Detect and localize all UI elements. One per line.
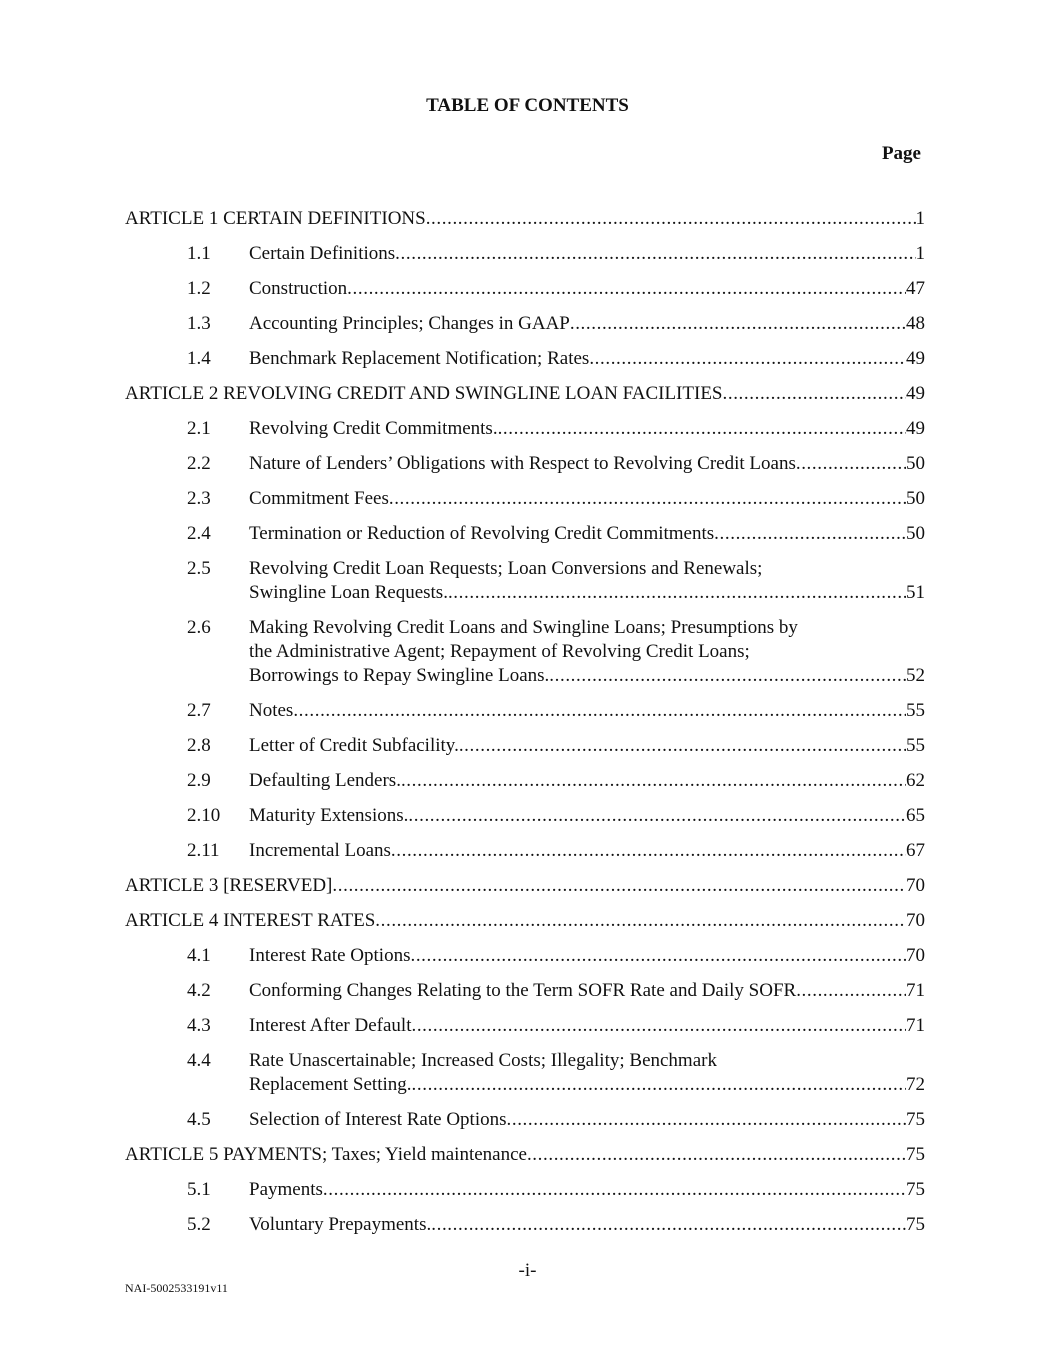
entry-title-row bbox=[249, 804, 925, 828]
page-number[interactable]: 71 bbox=[906, 980, 925, 1001]
entry-title-row bbox=[249, 312, 925, 336]
entry-body bbox=[249, 487, 925, 511]
entry-title-line: Swingline Loan Requests. bbox=[249, 582, 448, 603]
entry-title-row bbox=[249, 277, 925, 301]
entry-title-row bbox=[249, 452, 925, 476]
section-number: 4.3 bbox=[187, 1015, 211, 1036]
entry-title-row bbox=[249, 417, 925, 441]
entry-title-row bbox=[249, 1213, 925, 1237]
section-number: 4.4 bbox=[187, 1050, 211, 1071]
footer-page-number: -i- bbox=[518, 1260, 537, 1281]
toc-article-entry[interactable] bbox=[125, 908, 925, 933]
page-number[interactable]: 47 bbox=[906, 278, 925, 299]
section-number: 1.4 bbox=[187, 348, 211, 369]
toc-article-entry[interactable] bbox=[125, 206, 925, 231]
entry-title-row bbox=[249, 487, 925, 511]
entry-title-row bbox=[249, 1178, 925, 1202]
dot-leader bbox=[796, 979, 906, 1003]
entry-title-row bbox=[249, 769, 925, 793]
entry-title-row bbox=[249, 581, 925, 605]
section-number: 2.7 bbox=[187, 700, 211, 721]
dot-leader bbox=[332, 874, 906, 898]
entry-title-row bbox=[125, 1143, 925, 1167]
dot-leader bbox=[375, 909, 906, 933]
entry-body bbox=[249, 979, 925, 1003]
entry-title-row bbox=[249, 944, 925, 968]
section-number: 5.1 bbox=[187, 1179, 211, 1200]
entry-title-line: ARTICLE 2 REVOLVING CREDIT AND SWINGLINE LOAN FACILITIES bbox=[125, 383, 723, 404]
dot-leader bbox=[395, 242, 915, 266]
entry-title-line: ARTICLE 1 CERTAIN DEFINITIONS bbox=[125, 208, 426, 229]
page-number[interactable]: 75 bbox=[906, 1214, 925, 1235]
entry-title-line: Benchmark Replacement Notification; Rates bbox=[249, 348, 590, 369]
entry-title-line: Notes bbox=[249, 700, 294, 721]
entry-title-line: Accounting Principles; Changes in GAAP bbox=[249, 313, 570, 334]
entry-body bbox=[249, 312, 925, 336]
entry-body bbox=[249, 769, 925, 793]
page-number[interactable]: 50 bbox=[906, 453, 925, 474]
entry-title-line: Revolving Credit Commitments. bbox=[249, 418, 498, 439]
dot-leader bbox=[527, 1143, 906, 1167]
dot-leader bbox=[723, 382, 907, 406]
page-number[interactable]: 70 bbox=[906, 910, 925, 931]
dot-leader bbox=[293, 699, 906, 723]
dot-leader bbox=[426, 207, 916, 231]
entry-title-row bbox=[249, 1073, 925, 1097]
toc-section-entry[interactable] bbox=[125, 978, 925, 1003]
dot-leader bbox=[570, 312, 906, 336]
dot-leader bbox=[323, 1178, 906, 1202]
toc-section-entry[interactable] bbox=[125, 768, 925, 793]
toc-section-entry[interactable] bbox=[125, 556, 925, 605]
section-number: 4.5 bbox=[187, 1109, 211, 1130]
page-number[interactable]: 70 bbox=[906, 945, 925, 966]
toc-section-entry[interactable] bbox=[125, 1107, 925, 1132]
page-number[interactable]: 52 bbox=[906, 665, 925, 686]
entry-title-row bbox=[249, 664, 925, 688]
section-number: 2.9 bbox=[187, 770, 211, 791]
entry-body bbox=[249, 452, 925, 476]
page-number[interactable]: 49 bbox=[906, 383, 925, 404]
section-number: 2.5 bbox=[187, 558, 211, 579]
page-number[interactable]: 75 bbox=[906, 1109, 925, 1130]
entry-title-row bbox=[249, 1014, 925, 1038]
entry-title-line: Incremental Loans bbox=[249, 840, 391, 861]
entry-title-line: Voluntary Prepayments. bbox=[249, 1214, 432, 1235]
section-number: 2.4 bbox=[187, 523, 211, 544]
page-number[interactable]: 62 bbox=[906, 770, 925, 791]
dot-leader bbox=[448, 581, 906, 605]
section-number: 2.10 bbox=[187, 805, 221, 826]
dot-leader bbox=[459, 734, 906, 758]
section-number: 1.1 bbox=[187, 243, 211, 264]
entry-body bbox=[249, 734, 925, 758]
toc-article-entry[interactable] bbox=[125, 381, 925, 406]
entry-title-row bbox=[249, 1108, 925, 1132]
dot-leader bbox=[389, 487, 906, 511]
page-number[interactable]: 1 bbox=[915, 243, 925, 264]
page-number[interactable]: 48 bbox=[906, 313, 925, 334]
section-number: 2.8 bbox=[187, 735, 211, 756]
page-number[interactable]: 51 bbox=[906, 582, 925, 603]
page-number[interactable]: 72 bbox=[906, 1074, 925, 1095]
entry-title-row bbox=[125, 909, 925, 933]
page-column-header: Page bbox=[881, 143, 921, 164]
toc-section-entry[interactable] bbox=[125, 1013, 925, 1038]
entry-title-line: Interest Rate Options bbox=[249, 945, 411, 966]
entry-title-line: Letter of Credit Subfacility. bbox=[249, 735, 459, 756]
entry-title-line: Making Revolving Credit Loans and Swingline Loans; Presumptions by bbox=[249, 617, 798, 638]
dot-leader bbox=[714, 522, 906, 546]
entry-title-row bbox=[125, 382, 925, 406]
dot-leader bbox=[431, 1213, 906, 1237]
entry-title-row bbox=[125, 207, 925, 231]
entry-body bbox=[249, 616, 925, 688]
toc-article-entry[interactable] bbox=[125, 873, 925, 898]
entry-title-line: Conforming Changes Relating to the Term SOFR Rate and Daily SOFR bbox=[249, 980, 797, 1001]
page-number[interactable]: 65 bbox=[906, 805, 925, 826]
page-number[interactable]: 55 bbox=[906, 735, 925, 756]
page-number[interactable]: 49 bbox=[906, 348, 925, 369]
section-number: 2.6 bbox=[187, 617, 211, 638]
entry-body bbox=[249, 699, 925, 723]
dot-leader bbox=[347, 277, 906, 301]
page-number[interactable]: 75 bbox=[906, 1144, 925, 1165]
page-number[interactable]: 50 bbox=[906, 523, 925, 544]
entry-body bbox=[249, 1178, 925, 1202]
dot-leader bbox=[410, 944, 906, 968]
entry-title-line: Certain Definitions bbox=[249, 243, 396, 264]
entry-body bbox=[249, 522, 925, 546]
section-number: 4.2 bbox=[187, 980, 211, 1001]
toc-section-entry[interactable] bbox=[125, 803, 925, 828]
entry-title-row bbox=[249, 699, 925, 723]
entry-title-line: Commitment Fees bbox=[249, 488, 389, 509]
toc-section-entry[interactable] bbox=[125, 346, 925, 371]
section-number: 5.2 bbox=[187, 1214, 211, 1235]
page-number[interactable]: 71 bbox=[906, 1015, 925, 1036]
section-number: 2.3 bbox=[187, 488, 211, 509]
entry-title-line: Payments bbox=[249, 1179, 323, 1200]
toc-article-entry[interactable] bbox=[125, 1142, 925, 1167]
entry-title-line: Rate Unascertainable; Increased Costs; Illegality; Benchmark bbox=[249, 1050, 717, 1071]
entry-body bbox=[249, 347, 925, 371]
toc-section-entry[interactable] bbox=[125, 733, 925, 758]
page-number[interactable]: 50 bbox=[906, 488, 925, 509]
page-title: TABLE OF CONTENTS bbox=[426, 95, 629, 116]
entry-body bbox=[249, 804, 925, 828]
toc-section-entry[interactable] bbox=[125, 838, 925, 863]
toc-section-entry[interactable] bbox=[125, 416, 925, 441]
entry-body bbox=[249, 557, 925, 605]
toc-section-entry[interactable] bbox=[125, 1212, 925, 1237]
toc-section-entry[interactable] bbox=[125, 1048, 925, 1097]
entry-title-line: Interest After Default bbox=[249, 1015, 412, 1036]
entry-body bbox=[125, 874, 925, 898]
section-number: 2.11 bbox=[187, 840, 220, 861]
page-number[interactable]: 75 bbox=[906, 1179, 925, 1200]
entry-title-row bbox=[249, 839, 925, 863]
page-number[interactable]: 67 bbox=[906, 840, 925, 861]
entry-title-line: Replacement Setting. bbox=[249, 1074, 412, 1095]
entry-body bbox=[249, 944, 925, 968]
page-number[interactable]: 49 bbox=[906, 418, 925, 439]
toc-section-entry[interactable] bbox=[125, 1177, 925, 1202]
entry-title-line: Termination or Reduction of Revolving Credit Commitments bbox=[249, 523, 715, 544]
toc-section-entry[interactable] bbox=[125, 615, 925, 688]
entry-title-line: ARTICLE 4 INTEREST RATES bbox=[125, 910, 376, 931]
table-of-contents bbox=[125, 206, 925, 1237]
entry-body bbox=[125, 909, 925, 933]
section-number: 2.1 bbox=[187, 418, 211, 439]
entry-title-line: Construction bbox=[249, 278, 348, 299]
dot-leader bbox=[589, 347, 906, 371]
entry-title-row bbox=[249, 979, 925, 1003]
footer-document-id: NAI-5002533191v11 bbox=[125, 1281, 228, 1295]
entry-title-line: Revolving Credit Loan Requests; Loan Conversions and Renewals; bbox=[249, 558, 763, 579]
dot-leader bbox=[391, 839, 906, 863]
entry-title-line: the Administrative Agent; Repayment of Revolving Credit Loans; bbox=[249, 641, 750, 662]
dot-leader bbox=[549, 664, 906, 688]
page-number[interactable]: 1 bbox=[915, 208, 925, 229]
entry-title-row bbox=[249, 734, 925, 758]
entry-title-line: ARTICLE 3 [RESERVED] bbox=[125, 875, 333, 896]
entry-title-line: Borrowings to Repay Swingline Loans. bbox=[249, 665, 550, 686]
dot-leader bbox=[411, 1014, 906, 1038]
dot-leader bbox=[507, 1108, 907, 1132]
section-number: 4.1 bbox=[187, 945, 211, 966]
section-number: 1.3 bbox=[187, 313, 211, 334]
entry-body bbox=[249, 242, 925, 266]
section-number: 2.2 bbox=[187, 453, 211, 474]
entry-body bbox=[249, 1014, 925, 1038]
entry-title-row bbox=[249, 242, 925, 266]
entry-body bbox=[249, 839, 925, 863]
dot-leader bbox=[796, 452, 906, 476]
entry-body bbox=[249, 1213, 925, 1237]
dot-leader bbox=[401, 769, 906, 793]
toc-section-entry[interactable] bbox=[125, 943, 925, 968]
entry-body bbox=[125, 382, 925, 406]
entry-title-line: Nature of Lenders’ Obligations with Respect to Revolving Credit Loans bbox=[249, 453, 796, 474]
entry-body bbox=[249, 1108, 925, 1132]
section-number: 1.2 bbox=[187, 278, 211, 299]
dot-leader bbox=[412, 1073, 906, 1097]
toc-section-entry[interactable] bbox=[125, 698, 925, 723]
entry-body bbox=[249, 1049, 925, 1097]
toc-section-entry[interactable] bbox=[125, 311, 925, 336]
entry-title-row bbox=[125, 874, 925, 898]
entry-title-line: Maturity Extensions. bbox=[249, 805, 409, 826]
dot-leader bbox=[408, 804, 906, 828]
toc-section-entry[interactable] bbox=[125, 276, 925, 301]
entry-title-row bbox=[249, 347, 925, 371]
page-number[interactable]: 70 bbox=[906, 875, 925, 896]
toc-section-entry[interactable] bbox=[125, 486, 925, 511]
toc-section-entry[interactable] bbox=[125, 451, 925, 476]
entry-body bbox=[125, 1143, 925, 1167]
dot-leader bbox=[498, 417, 906, 441]
toc-section-entry[interactable] bbox=[125, 241, 925, 266]
entry-body bbox=[249, 417, 925, 441]
entry-title-line: ARTICLE 5 PAYMENTS; Taxes; Yield maintenance bbox=[125, 1144, 527, 1165]
toc-section-entry[interactable] bbox=[125, 521, 925, 546]
entry-body bbox=[249, 277, 925, 301]
entry-title-line: Defaulting Lenders. bbox=[249, 770, 401, 791]
page-number[interactable]: 55 bbox=[906, 700, 925, 721]
entry-title-row bbox=[249, 522, 925, 546]
entry-title-line: Selection of Interest Rate Options bbox=[249, 1109, 507, 1130]
entry-body bbox=[125, 207, 925, 231]
